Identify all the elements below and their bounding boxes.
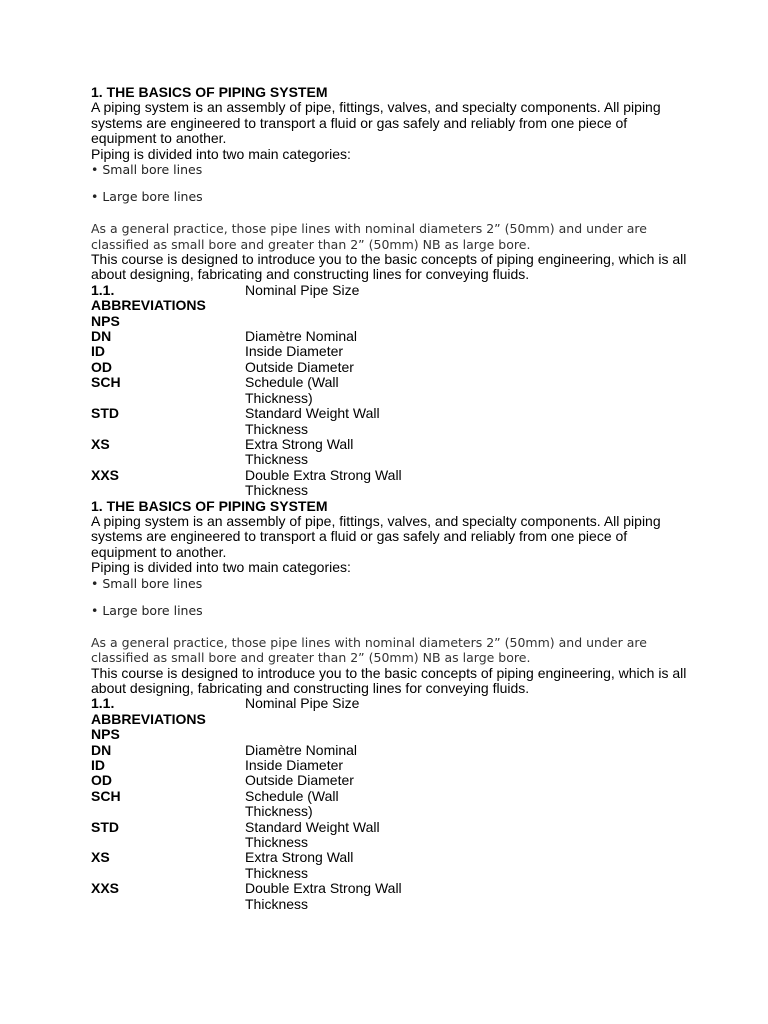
- subsection-title: ABBREVIATIONS: [91, 710, 206, 727]
- subsection-number: 1.1.: [91, 695, 115, 712]
- abbr-def: Diamètre Nominal: [245, 741, 358, 758]
- abbr-term: SCH: [91, 374, 121, 391]
- intro-paragraph: A piping system is an assembly of pipe, fittings, valves, and specialty components. All piping systems are engineered to transport a fluid or gas safely and reliably from one piece of equipment to another.: [91, 99, 661, 147]
- abbr-term: DN: [91, 741, 112, 758]
- abbreviations-table: [91, 696, 691, 912]
- practice-paragraph: As a general practice, those pipe lines with nominal diameters 2” (50mm) and under are classified as small bore and greater than 2” (50mm) NB as large bore.: [91, 221, 647, 252]
- abbr-def: Extra Strong Wall Thickness: [245, 435, 354, 468]
- abbr-def: Standard Weight Wall Thickness: [245, 818, 380, 851]
- section-title: 1. THE BASICS OF PIPING SYSTEM: [91, 84, 328, 100]
- course-paragraph: This course is designed to introduce you to the basic concepts of piping engineering, which is all about designing, fabricating and constructing lines for conveying fluids.: [91, 251, 687, 283]
- abbr-def: Double Extra Strong Wall Thickness: [245, 880, 402, 912]
- abbr-term: ID: [91, 343, 105, 360]
- abbr-def: Double Extra Strong Wall Thickness: [245, 466, 402, 499]
- abbr-term: STD: [91, 405, 119, 422]
- abbr-term: ID: [91, 757, 105, 773]
- abbr-term: XS: [91, 435, 110, 452]
- section-block: [91, 85, 691, 499]
- abbr-def: Outside Diameter: [245, 772, 354, 789]
- abbr-def: Nominal Pipe Size: [245, 281, 360, 298]
- abbr-term: XS: [91, 849, 110, 866]
- intro-paragraph: A piping system is an assembly of pipe, fittings, valves, and specialty components. All piping systems are engineered to transport a fluid or gas safely and reliably from one piece of equipment to another.: [91, 512, 661, 560]
- abbr-def: Schedule (Wall Thickness): [245, 787, 339, 820]
- abbr-term: XXS: [91, 880, 120, 897]
- abbr-def: Standard Weight Wall Thickness: [245, 405, 380, 437]
- bullet-large-bore: • Large bore lines: [91, 189, 203, 205]
- abbr-def: Diamètre Nominal: [245, 328, 358, 345]
- practice-paragraph: As a general practice, those pipe lines with nominal diameters 2” (50mm) and under are classified as small bore and greater than 2” (50mm) NB as large bore.: [91, 634, 647, 666]
- bullet-small-bore: • Small bore lines: [91, 575, 203, 591]
- course-paragraph: This course is designed to introduce you to the basic concepts of piping engineering, which is all about designing, fabricating and constructing lines for conveying fluids.: [91, 664, 687, 696]
- subsection-title: ABBREVIATIONS: [91, 297, 206, 314]
- abbr-def: Inside Diameter: [245, 757, 344, 773]
- section-block-repeat: [91, 499, 691, 913]
- abbr-def: Inside Diameter: [245, 343, 344, 360]
- bullet-small-bore: • Small bore lines: [91, 162, 203, 178]
- abbr-def: Schedule (Wall Thickness): [245, 374, 339, 406]
- abbreviations-table: [91, 283, 691, 499]
- subsection-number: 1.1.: [91, 281, 115, 298]
- abbr-term: STD: [91, 818, 119, 835]
- abbr-term: XXS: [91, 466, 120, 483]
- abbr-term: SCH: [91, 787, 121, 804]
- abbr-term: NPS: [91, 726, 120, 743]
- abbr-term: DN: [91, 328, 112, 345]
- abbr-def: Outside Diameter: [245, 358, 354, 375]
- abbr-term: OD: [91, 358, 112, 375]
- categories-intro: Piping is divided into two main categories:: [91, 145, 351, 162]
- bullet-large-bore: • Large bore lines: [91, 602, 203, 618]
- document-page: [91, 85, 691, 912]
- abbr-def: Nominal Pipe Size: [245, 695, 360, 712]
- abbr-def: Extra Strong Wall Thickness: [245, 849, 354, 881]
- abbr-term: NPS: [91, 312, 120, 329]
- categories-intro: Piping is divided into two main categories:: [91, 559, 351, 576]
- abbr-term: OD: [91, 772, 112, 789]
- section-title: 1. THE BASICS OF PIPING SYSTEM: [91, 497, 328, 514]
